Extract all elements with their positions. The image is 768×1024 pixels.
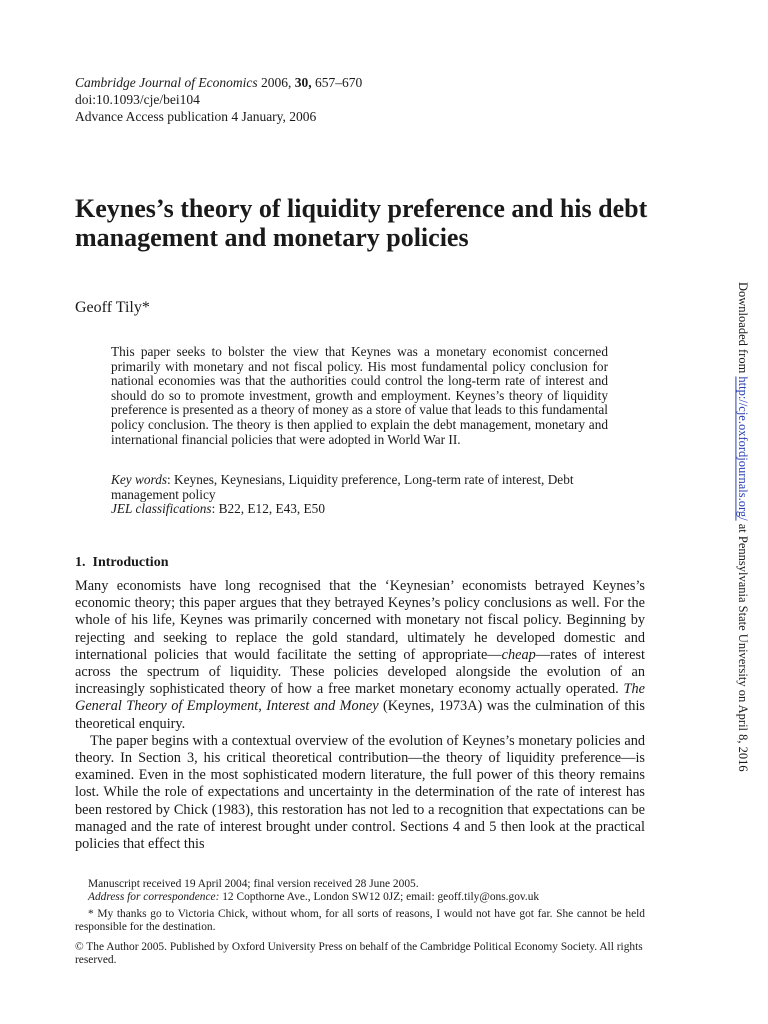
advance-access: Advance Access publication 4 January, 2006 (75, 109, 317, 124)
journal-header (75, 74, 362, 125)
jel-text: : B22, E12, E43, E50 (211, 501, 325, 517)
author-name: Geoff Tily* (75, 299, 150, 316)
journal-volume: 30, (294, 75, 312, 90)
paper-title: Keynes’s theory of liquidity preference and his debt management and monetary policies (75, 194, 648, 252)
watermark-prefix: Downloaded from (736, 282, 750, 377)
body-text (75, 578, 645, 853)
footnotes (75, 878, 645, 967)
doi: doi:10.1093/cje/bei104 (75, 92, 200, 107)
correspondence-text: 12 Copthorne Ave., London SW12 0JZ; email: geoff.tily@ons.gov.uk (219, 891, 540, 904)
section-number: 1. (75, 555, 86, 570)
keywords-text: : Keynes, Keynesians, Liquidity preference, Long-term rate of interest, Debt management policy (111, 472, 574, 502)
section-heading (75, 555, 168, 571)
download-watermark (736, 282, 750, 772)
correspondence (75, 891, 645, 904)
author-thanks: * My thanks go to Victoria Chick, without whom, for all sorts of reasons, I would not have got far. She cannot be held responsible for the destination. (75, 907, 645, 934)
citation-line (75, 74, 362, 91)
keywords-block (111, 473, 608, 517)
journal-pages: 657–670 (314, 75, 363, 90)
paragraph-1 (75, 578, 645, 733)
journal-link[interactable]: http://cje.oxfordjournals.org/ (736, 376, 750, 521)
jel-line (111, 502, 608, 517)
paragraph-2: The paper begins with a contextual overview of the evolution of Keynes’s monetary policies and theory. In Section 3, his critical theoretical contribution—the theory of liquidity preference—is examined. Even in the most sophisticated modern literature, the full power of this theory remains lost. While the role of expectations and uncertainty in the determination of the rate of interest has been restored by Chick (1983), this restoration has not led to a recognition that expectations can be managed and the rate of interest brought under control. Sections 4 and 5 then look at the practical policies that effect this (75, 732, 645, 853)
keywords-line (111, 473, 608, 502)
journal-name: Cambridge Journal of Economics (75, 75, 258, 90)
paragraph-1-part-c: —rates of interest across the spectrum of liquidity. These policies developed alongside the evolution of an increasingly sophisticated theory of how a free market monetary economy actually operated. (75, 646, 645, 698)
jel-label: JEL classifications (111, 501, 212, 517)
section-title: Introduction (92, 555, 169, 570)
paragraph-1-emphasis: cheap (501, 646, 536, 663)
copyright: © The Author 2005. Published by Oxford University Press on behalf of the Cambridge Political Economy Society. All rights reserved. (75, 940, 643, 967)
abstract: This paper seeks to bolster the view that Keynes was a monetary economist concerned primarily with monetary and not fiscal policy. His most fundamental policy conclusion for national economies was that the authorities could control the long-term rate of interest and should do so to promote investment, growth and employment. Keynes’s theory of liquidity preference is presented as a theory of money as a store of value that leads to this fundamental policy conclusion. The theory is then applied to explain the debt management, monetary and international financial policies that were adopted in World War II. (111, 344, 608, 447)
watermark-suffix: at Pennsylvania State University on April 8, 2016 (736, 520, 750, 772)
journal-year: 2006, (260, 75, 292, 90)
correspondence-label: Address for correspondence: (88, 891, 220, 904)
paragraph-1-part-e: (Keynes, 1973A) was the culmination of this theoretical enquiry. (75, 698, 645, 732)
paragraph-1-part-a: Many economists have long recognised that the ‘Keynesian’ economists betrayed Keynes’s economic theory; this paper argues that they betrayed Keynes’s policy conclusions as well. For the whole of his life, Keynes was primarily concerned with monetary not fiscal policy. Beginning by rejecting and seeking to replace the gold standard, ultimately he developed domestic and international policies that would facilitate the setting of appropriate— (75, 578, 645, 663)
book-title: The General Theory of Employment, Interest and Money (75, 681, 645, 715)
keywords-label: Key words (111, 472, 168, 487)
manuscript-received: Manuscript received 19 April 2004; final version received 28 June 2005. (88, 878, 419, 890)
